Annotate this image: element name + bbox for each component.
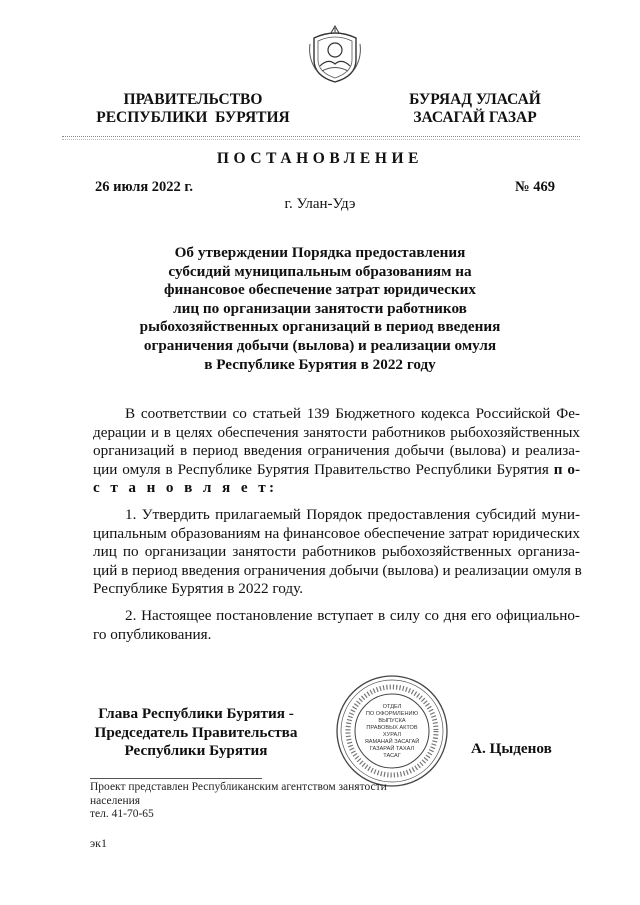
header-right-line-1: БУРЯАД УЛАСАЙ [409,91,541,108]
preamble-paragraph [93,405,580,498]
paragraph-line: Республике Бурятия в 2022 году. [93,580,304,598]
document-city: г. Улан-Удэ [284,196,356,212]
header-left [80,91,306,127]
paragraph-line: 2. Настоящее постановление вступает в силу со дня его официально- [125,607,580,624]
seal-text: ГАЗАРАЙ ТАХАЛ [369,746,415,752]
seal-text: ПРАВОВЫХ АКТОВ [366,725,418,731]
seal-text: ВЫПУСКА [378,718,406,724]
document-number: № 469 [515,179,555,195]
paragraph-line: дерации и в целях обеспечения занятости работников рыбохозяйственных [93,423,580,441]
header-right-line-2: ЗАСАГАЙ ГАЗАР [413,109,537,126]
paragraph-line: В соответствии со статьей 139 Бюджетного кодекса Российской Фе- [125,405,580,422]
signatory-position-line: Глава Республики Бурятия - [98,705,294,722]
footnote-line: Проект представлен Республиканским агентством занятости [90,781,387,793]
footnote [90,781,387,822]
title-line: лиц по организации занятости работников [173,299,467,317]
header-divider-secondary [62,139,580,140]
coat-of-arms-icon [306,24,364,84]
signatory-position-line: Республики Бурятия [124,742,268,760]
paragraph-line: лиц по организации занятости работников рыбохозяйственных организа- [93,543,580,561]
signatory-name: А. Цыденов [471,740,552,757]
footnote-divider [90,778,262,779]
official-seal-icon [335,674,449,788]
paragraph-line: организаций в период введения ограничения добычи (вылова) и реализа- [93,442,580,460]
document-title [120,244,520,374]
title-line: рыбохозяйственных организаций в период введения [139,318,501,336]
header-left-line-1: ПРАВИТЕЛЬСТВО [123,91,263,108]
clause-1-paragraph [93,506,580,599]
title-line: ограничения добычи (вылова) и реализации омуля [143,336,497,354]
document-date: 26 июля 2022 г. [95,179,194,195]
seal-text: ОТДЕЛ [382,704,402,710]
paragraph-line-text: ции омуля в Республике Бурятия Правительство Республики Бурятия [93,460,549,478]
paragraph-line: го опубликования. [93,625,212,643]
header-left-line-2: РЕСПУБЛИКИ БУРЯТИЯ [96,109,290,126]
title-line: субсидий муниципальным образованиям на [168,262,472,280]
title-line: Об утверждении Порядка предоставления [174,244,466,261]
seal-text: ЯАМАНАЙ ЗАСАГАЙ [364,739,420,745]
signatory-position [90,705,302,761]
paragraph-line: ципальным образованиям на финансовое обеспечение затрат юридических [93,524,580,542]
document-code: эк1 [90,836,107,850]
footnote-line: населения [90,794,141,807]
title-line: в Республике Бурятия в 2022 году [204,355,436,373]
title-line: финансовое обеспечение затрат юридических [163,281,477,299]
paragraph-line [93,461,580,480]
seal-text: ХУРАЛ [382,732,402,738]
paragraph-line: ций в период введения ограничения добычи (вылова) и реализации омуля в [93,561,582,579]
paragraph-line: 1. Утвердить прилагаемый Порядок предоставления субсидий муни- [125,506,580,523]
header-divider [62,136,580,137]
header-right [396,91,554,127]
seal-text: ПО ОФОРМЛЕНИЮ [365,711,419,717]
footnote-line: тел. 41-70-65 [90,808,154,820]
signatory-position-line: Председатель Правительства [94,723,298,741]
emphasis-text: п о- [553,460,581,478]
emphasis-text: с т а н о в л я е т: [93,479,278,497]
document-type: ПОСТАНОВЛЕНИЕ [216,150,424,167]
seal-text: ТАСАГ [383,753,401,759]
clause-2-paragraph [93,607,580,644]
